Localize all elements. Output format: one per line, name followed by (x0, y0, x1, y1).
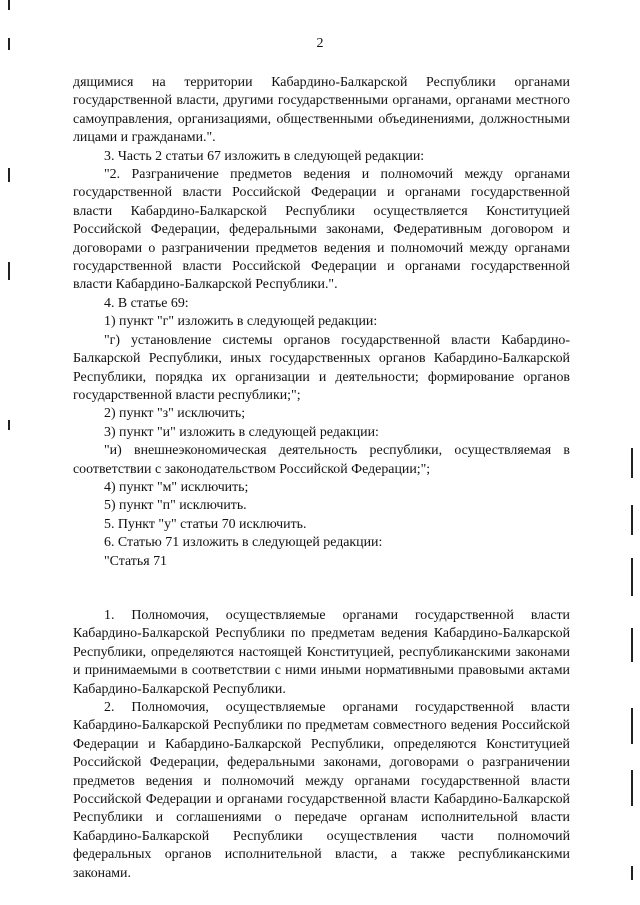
paragraph-item-5: 5. Пункт "у" статьи 70 исключить. (104, 516, 307, 532)
scan-edge-mark (631, 505, 633, 535)
scan-edge-mark (8, 262, 10, 280)
paragraph-subitem-1: 1) пункт "г" изложить в следующей редакции: (104, 314, 378, 330)
article-71-title: "Статья 71 (104, 553, 167, 569)
scan-edge-mark (8, 0, 10, 10)
paragraph-item-3: 3. Часть 2 статьи 67 изложить в следующей редакции: (104, 148, 425, 164)
scan-edge-mark (631, 708, 633, 744)
scan-edge-mark (631, 628, 633, 662)
paragraph-quoted-part-2: "2. Разграничение предметов ведения и полномочий между органами государственной власти Российской Федерации и органами государственной власти Кабардино-Балкарской Республики осуществляется Конституцией Российской Федерации, федеральными законами, Федеративным договором и договорами о разграничении предметов ведения и полномочий между органами государственной власти Российской Федерации и органами государственной власти Кабардино-Балкарской Республики.". (73, 167, 570, 293)
page-number: 2 (316, 36, 324, 51)
paragraph-subitem-5: 5) пункт "п" исключить. (104, 498, 247, 514)
paragraph-item-6: 6. Статью 71 изложить в следующей редакции: (104, 535, 383, 551)
scan-edge-mark (631, 770, 633, 806)
scan-edge-mark (631, 866, 633, 880)
document-body (73, 74, 570, 883)
scan-edge-mark (631, 448, 633, 478)
paragraph-article-71-part-1: 1. Полномочия, осуществляемые органами государственной власти Кабардино-Балкарской Республики по предметам ведения Кабардино-Балкарской Республики, определяются настоящей Конституцией, республиканскими законами и принимаемыми в соответствии с ними иными нормативными правовыми актами Кабардино-Балкарской Республики. (73, 607, 570, 697)
paragraph-subitem-2: 2) пункт "з" исключить; (104, 406, 246, 422)
scan-edge-mark (8, 420, 10, 430)
paragraph-subitem-4: 4) пункт "м" исключить; (104, 479, 249, 495)
paragraph-item-4: 4. В статье 69: (104, 295, 189, 311)
paragraph-continuation: дящимися на территории Кабардино-Балкарской Республики органами государственной власти, другими государственными органами, органами местного самоуправления, организациями, общественными объединениями, должностными лицами и гражданами.". (73, 75, 570, 146)
scan-edge-mark (8, 168, 10, 182)
paragraph-article-71-part-2: 2. Полномочия, осуществляемые органами государственной власти Кабардино-Балкарской Республики по предметам совместного ведения Российской Федерации и Кабардино-Балкарской Республики, определяются Конституцией Российской Федерации, федеральными законами, договорами о разграничении предметов ведения и полномочий между органами государственной власти Российской Федерации и органами государственной власти Кабардино-Балкарской Республики и соглашениями о передаче органам исполнительной власти Кабардино-Балкарской Республики осуществления части полномочий федеральных органов исполнительной власти, а также республиканскими законами. (73, 700, 570, 881)
paragraph-quoted-i: "и) внешнеэкономическая деятельность республики, осуществляемая в соответствии с законодательством Российской Федерации;"; (73, 443, 570, 477)
paragraph-quoted-g: "г) установление системы органов государственной власти Кабардино-Балкарской Республики, иных государственных органов Кабардино-Балкарской Республики, порядка их организации и деятельности; формирование органов государственной власти республики;"; (73, 332, 570, 403)
scan-edge-mark (631, 558, 633, 596)
paragraph-subitem-3: 3) пункт "и" изложить в следующей редакции: (104, 424, 379, 440)
scan-edge-mark (8, 38, 10, 50)
